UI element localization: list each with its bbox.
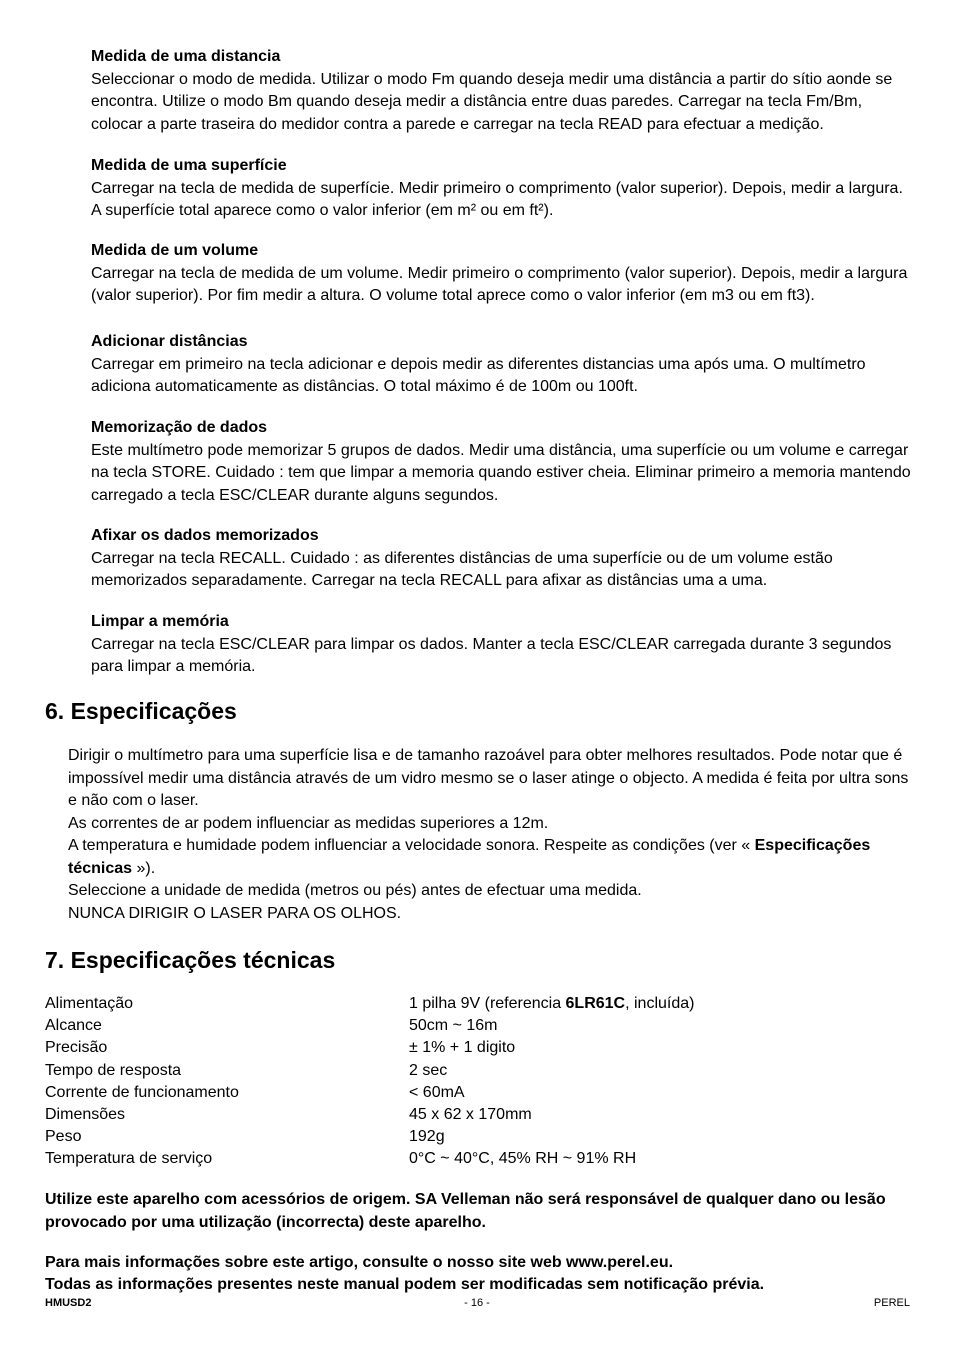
spec-label: Peso bbox=[45, 1128, 82, 1146]
table-row bbox=[45, 1126, 913, 1148]
subsection-surface bbox=[91, 155, 913, 223]
spec-reference: Especificações técnicas bbox=[68, 837, 871, 877]
subsection-title: Adicionar distâncias bbox=[91, 333, 248, 350]
subsection-body: Carregar na tecla de medida de superfície. Medir primeiro o comprimento (valor superior). Depois, medir a largura. A superfície total aparece como o valor inferior (em m² ou em ft²). bbox=[91, 179, 903, 219]
section-7-heading: 7. Especificações técnicas bbox=[45, 947, 336, 973]
spec-value-bold: 6LR61C bbox=[565, 995, 626, 1012]
subsection-body: Carregar na tecla ESC/CLEAR para limpar os dados. Manter a tecla ESC/CLEAR carregada durante 3 segundos para limpar a memória. bbox=[91, 635, 892, 675]
subsection-body: Carregar em primeiro na tecla adicionar e depois medir as diferentes distancias uma após uma. O multímetro adiciona automaticamente as distâncias. O total máximo é de 100m ou 100ft. bbox=[91, 355, 866, 395]
table-row bbox=[45, 1060, 913, 1082]
spec-value: 2 sec bbox=[409, 1061, 448, 1079]
spec-label: Precisão bbox=[45, 1039, 108, 1057]
spec-text: »). bbox=[132, 859, 156, 877]
spec-label: Alcance bbox=[45, 1017, 102, 1035]
spec-label: Tempo de resposta bbox=[45, 1061, 182, 1079]
spec-value-text: 1 pilha 9V (referencia bbox=[409, 995, 566, 1012]
spec-paragraph bbox=[68, 835, 913, 880]
footer-page-number: - 16 - bbox=[464, 1297, 490, 1309]
spec-paragraph: Dirigir o multímetro para uma superfície lisa e de tamanho razoável para obter melhores resultados. Pode notar que é impossível medir uma distância através de um vidro mesmo se o laser atinge o objecto. A medida é feita por ultra sons e não com o laser. bbox=[68, 747, 909, 809]
section-6-body bbox=[68, 745, 913, 925]
subsection-title: Afixar os dados memorizados bbox=[91, 527, 319, 544]
subsection-body: Carregar na tecla RECALL. Cuidado : as diferentes distâncias de uma superfície ou de um volume estão memorizados separadamente. Carregar na tecla RECALL para afixar as distâncias uma a uma. bbox=[91, 549, 833, 589]
subsection-title: Medida de uma superfície bbox=[91, 157, 287, 174]
footer-brand: PEREL bbox=[873, 1297, 910, 1309]
spec-label: Dimensões bbox=[45, 1105, 126, 1123]
spec-label: Temperatura de serviço bbox=[45, 1150, 213, 1168]
tech-spec-table bbox=[45, 993, 913, 1171]
subsection-title: Memorização de dados bbox=[91, 419, 268, 436]
spec-value: 192g bbox=[409, 1128, 445, 1146]
subsection-body: Carregar na tecla de medida de um volume. Medir primeiro o comprimento (valor superior). Depois, medir a largura (valor superior). Por fim medir a altura. O volume total aprece como o valor inferior (em m3 ou em ft3). bbox=[91, 264, 908, 304]
spec-text: A temperatura e humidade podem influenciar a velocidade sonora. Respeite as condições (ver « bbox=[68, 837, 755, 854]
table-row bbox=[45, 1082, 913, 1104]
spec-paragraph: Seleccione a unidade de medida (metros ou pés) antes de efectuar uma medida. bbox=[68, 882, 642, 899]
spec-label: Corrente de funcionamento bbox=[45, 1083, 239, 1101]
table-row bbox=[45, 993, 913, 1015]
table-row bbox=[45, 1104, 913, 1126]
warning-note: Utilize este aparelho com acessórios de origem. SA Velleman não será responsável de qualquer dano ou lesão provocado por uma utilização (incorrecta) deste aparelho. bbox=[45, 1191, 886, 1231]
spec-value: < 60mA bbox=[409, 1083, 465, 1101]
subsection-title: Limpar a memória bbox=[91, 613, 229, 630]
subsection-distance bbox=[91, 46, 913, 136]
spec-value bbox=[409, 993, 694, 1015]
info-note-line-1: Para mais informações sobre este artigo, consulte o nosso site web www.perel.eu. bbox=[45, 1254, 674, 1271]
section-6-heading: 6. Especificações bbox=[45, 698, 237, 724]
info-note-line-2: Todas as informações presentes neste manual podem ser modificadas sem notificação prévia. bbox=[45, 1276, 765, 1293]
spec-warning: NUNCA DIRIGIR O LASER PARA OS OLHOS. bbox=[68, 904, 402, 922]
spec-value: 45 x 62 x 170mm bbox=[409, 1105, 532, 1123]
table-row bbox=[45, 1037, 913, 1059]
subsection-recall bbox=[91, 525, 913, 593]
spec-value: ± 1% + 1 digito bbox=[409, 1039, 516, 1057]
subsection-body: Seleccionar o modo de medida. Utilizar o modo Fm quando deseja medir uma distância a partir do sítio aonde se encontra. Utilize o modo Bm quando deseja medir a distância entre duas paredes. Carregar na tecla Fm/Bm, colocar a parte traseira do medidor contra a parede e carregar na tecla READ para efectuar a medição. bbox=[91, 70, 893, 133]
subsection-memory-store bbox=[91, 417, 913, 507]
subsection-clear-memory bbox=[91, 611, 913, 679]
subsection-title: Medida de uma distancia bbox=[91, 48, 281, 65]
spec-value: 50cm ~ 16m bbox=[409, 1017, 498, 1035]
spec-value: 0°C ~ 40°C, 45% RH ~ 91% RH bbox=[409, 1150, 637, 1168]
subsection-volume bbox=[91, 240, 913, 308]
table-row bbox=[45, 1015, 913, 1037]
footer-model: HMUSD2 bbox=[45, 1297, 92, 1309]
spec-paragraph: As correntes de ar podem influenciar as medidas superiores a 12m. bbox=[68, 814, 549, 832]
spec-label: Alimentação bbox=[45, 995, 134, 1012]
spec-value-text: , incluída) bbox=[625, 995, 695, 1012]
subsection-body: Este multímetro pode memorizar 5 grupos de dados. Medir uma distância, uma superfície ou um volume e carregar na tecla STORE. Cuidado : tem que limpar a memoria quando estiver cheia. Eliminar primeiro a memoria mantendo carregado a tecla ESC/CLEAR durante alguns segundos. bbox=[91, 441, 911, 504]
table-row bbox=[45, 1148, 913, 1170]
subsection-title: Medida de um volume bbox=[91, 242, 259, 259]
subsection-add-distances bbox=[91, 331, 913, 399]
